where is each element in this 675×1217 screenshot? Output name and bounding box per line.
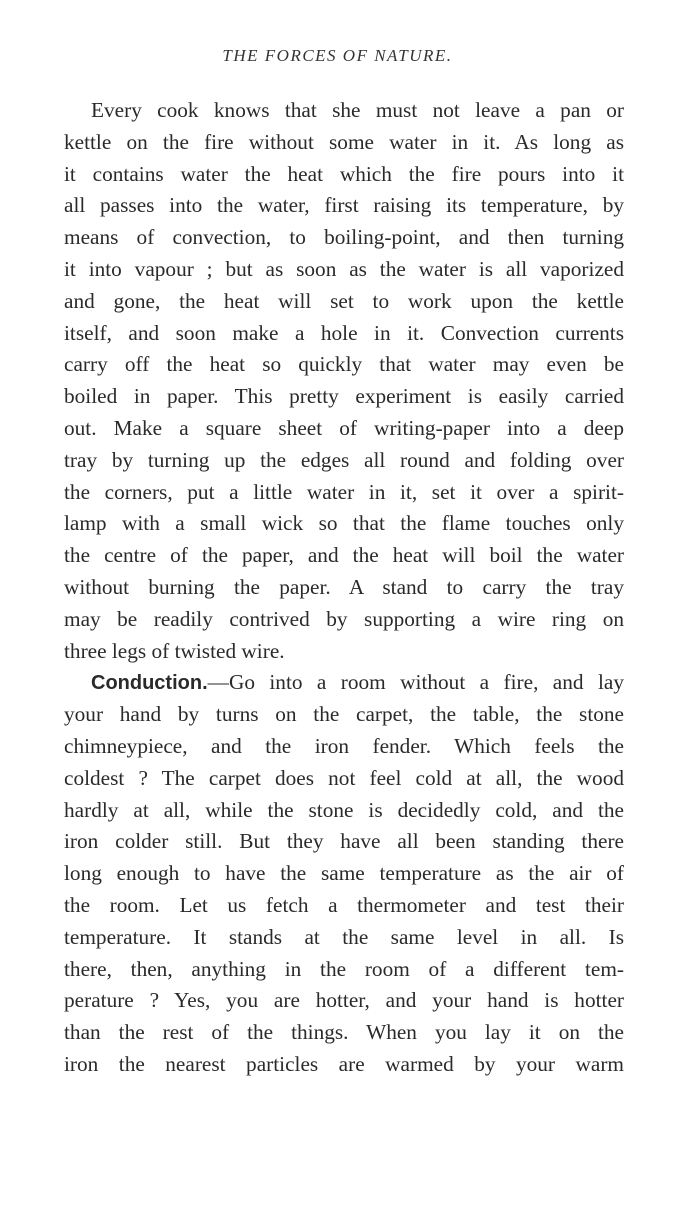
- text-line: than the rest of the things. When you lay it on the: [64, 1020, 624, 1045]
- text-line: the centre of the paper, and the heat will boil the water: [64, 543, 624, 568]
- text-line: itself, and soon make a hole in it. Convection currents: [64, 320, 624, 345]
- text-line: three legs of twisted wire.: [64, 638, 285, 663]
- text-line: boiled in paper. This pretty experiment is easily carried: [64, 384, 624, 409]
- section-heading: Conduction.: [91, 672, 208, 695]
- text-line: temperature. It stands at the same level in all. Is: [64, 924, 624, 949]
- text-line: the corners, put a little water in it, set it over a spirit-: [64, 479, 624, 504]
- text-line: tray by turning up the edges all round and folding over: [64, 447, 624, 472]
- text-line: all passes into the water, first raising its temperature, by: [64, 193, 624, 218]
- text-line: out. Make a square sheet of writing-paper into a deep: [64, 415, 624, 440]
- paragraph-1: [64, 95, 624, 667]
- text-line: iron colder still. But they have all been standing there: [64, 829, 624, 854]
- text-line: chimneypiece, and the iron fender. Which feels the: [64, 733, 624, 758]
- body-text: [64, 95, 624, 1081]
- text-line: means of convection, to boiling-point, and then turning: [64, 225, 624, 250]
- text-line: perature ? Yes, you are hotter, and your hand is hotter: [64, 988, 624, 1013]
- text-line: there, then, anything in the room of a different tem-: [64, 956, 624, 981]
- text-line: long enough to have the same temperature as the air of: [64, 861, 624, 886]
- text-line: the room. Let us fetch a thermometer and test their: [64, 892, 624, 917]
- text-line: it contains water the heat which the fire pours into it: [64, 161, 624, 186]
- paragraph-2: [64, 667, 624, 1080]
- text-line: [64, 667, 624, 699]
- text-line: it into vapour ; but as soon as the water is all vaporized: [64, 256, 624, 281]
- text-line: and gone, the heat will set to work upon the kettle: [64, 288, 624, 313]
- heading-line-rest: —Go into a room without a fire, and lay: [207, 670, 624, 695]
- text-line: your hand by turns on the carpet, the table, the stone: [64, 702, 624, 727]
- text-line: coldest ? The carpet does not feel cold at all, the wood: [64, 765, 624, 790]
- text-line: without burning the paper. A stand to carry the tray: [64, 574, 624, 599]
- text-line: carry off the heat so quickly that water may even be: [64, 352, 624, 377]
- text-line: kettle on the fire without some water in it. As long as: [64, 129, 624, 154]
- text-line: iron the nearest particles are warmed by your warm: [64, 1051, 624, 1076]
- text-line: Every cook knows that she must not leave a pan or: [91, 98, 624, 122]
- running-head: THE FORCES OF NATURE.: [222, 46, 453, 65]
- text-line: hardly at all, while the stone is decidedly cold, and the: [64, 797, 624, 822]
- text-line: may be readily contrived by supporting a wire ring on: [64, 606, 624, 631]
- text-line: lamp with a small wick so that the flame touches only: [64, 511, 624, 536]
